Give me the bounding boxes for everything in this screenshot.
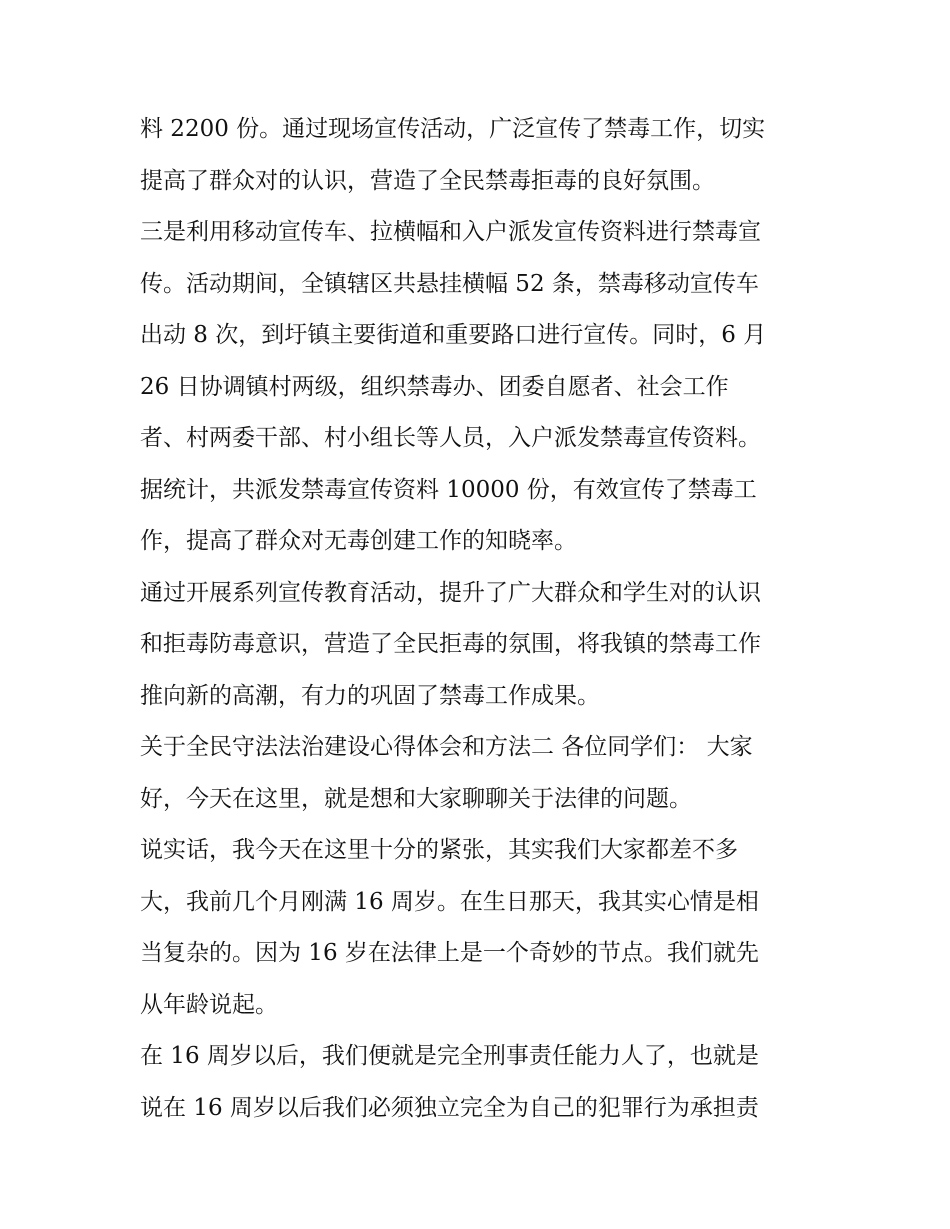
text-line: 传。活动期间，全镇辖区共悬挂横幅 52 条，禁毒移动宣传车 — [140, 270, 759, 297]
text-line: 料 2200 份。通过现场宣传活动，广泛宣传了禁毒工作，切实 — [140, 116, 766, 142]
text-line: 出动 8 次，到圩镇主要街道和重要路口进行宣传。同时，6 月 — [140, 322, 767, 348]
document-body — [140, 104, 820, 1134]
text-line: 者、村两委干部、村小组长等人员，入户派发禁毒宣传资料。 — [140, 425, 761, 451]
text-line: 和拒毒防毒意识，营造了全民拒毒的氛围，将我镇的禁毒工作 — [140, 631, 761, 657]
text-line: 说实话，我今天在这里十分的紧张，其实我们大家都差不多 — [140, 837, 738, 863]
text-line: 推向新的高潮，有力的巩固了禁毒工作成果。 — [140, 682, 600, 709]
text-line: 三是利用移动宣传车、拉横幅和入户派发宣传资料进行禁毒宣 — [140, 219, 761, 245]
text-line: 好，今天在这里，就是想和大家聊聊关于法律的问题。 — [140, 785, 692, 812]
text-line: 当复杂的。因为 16 岁在法律上是一个奇妙的节点。我们就先 — [140, 940, 759, 966]
text-line: 在 16 周岁以后，我们便就是完全刑事责任能力人了，也就是 — [140, 1043, 759, 1069]
text-line: 通过开展系列宣传教育活动，提升了广大群众和学生对的认识 — [140, 579, 761, 606]
text-line: 作，提高了群众对无毒创建工作的知晓率。 — [140, 528, 577, 554]
text-line: 大，我前几个月刚满 16 周岁。在生日那天，我其实心情是相 — [140, 888, 759, 915]
text-line: 提高了群众对的认识，营造了全民禁毒拒毒的良好氛围。 — [140, 167, 715, 194]
text-line: 26 日协调镇村两级，组织禁毒办、团委自愿者、社会工作 — [140, 373, 729, 400]
text-line: 据统计，共派发禁毒宣传资料 10000 份，有效宣传了禁毒工 — [140, 476, 757, 503]
text-line: 从年龄说起。 — [140, 991, 278, 1018]
text-line: 说在 16 周岁以后我们必须独立完全为自己的犯罪行为承担责 — [140, 1094, 759, 1121]
text-line: 关于全民守法法治建设心得体会和方法二 各位同学们： 大家 — [140, 734, 753, 760]
